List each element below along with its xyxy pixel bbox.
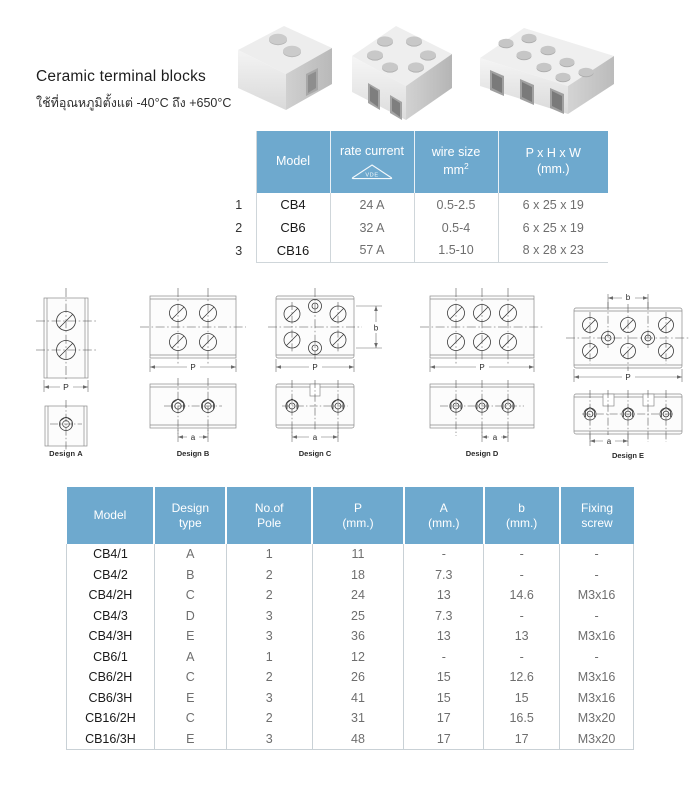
spec-table	[222, 131, 608, 263]
spec-header-wire-size-line2: mm	[443, 163, 465, 178]
spec-header-wire-size-line1: wire size	[431, 145, 481, 160]
dim-header-model-line1: Model	[93, 508, 127, 522]
dim-cell-poles: 2	[226, 585, 312, 606]
dim-cell-design: D	[154, 606, 226, 627]
svg-text:P: P	[479, 363, 485, 372]
dim-cell-design: C	[154, 585, 226, 606]
rownum-header-spacer	[222, 131, 256, 193]
dim-cell-model: CB4/3	[67, 606, 155, 627]
dim-header-b	[484, 487, 560, 544]
spec-header-model: Model	[256, 131, 330, 193]
design-drawings-row	[0, 288, 700, 466]
dim-cell-poles: 3	[226, 729, 312, 750]
dim-cell-p: 41	[312, 688, 404, 709]
svg-text:b: b	[625, 293, 631, 302]
dim-cell-poles: 3	[226, 606, 312, 627]
table-row	[67, 544, 634, 565]
dim-cell-b: -	[484, 606, 560, 627]
dim-cell-p: 18	[312, 565, 404, 586]
dimension-table	[66, 487, 634, 750]
spec-cell-rate-current: 57 A	[330, 239, 414, 262]
dim-header-fixing-screw-line1: Fixing	[581, 500, 614, 515]
dim-cell-poles: 3	[226, 626, 312, 647]
table-row	[67, 688, 634, 709]
spec-header-wire-size-exponent: 2	[464, 160, 469, 171]
spec-row-number: 3	[222, 239, 256, 262]
dim-header-design-type-line2: type	[178, 515, 202, 530]
dim-cell-b: -	[484, 544, 560, 565]
dim-cell-b: 14.6	[484, 585, 560, 606]
product-photo-group	[210, 6, 690, 126]
dim-cell-p: 11	[312, 544, 404, 565]
design-label-e: Design E	[611, 451, 645, 460]
dim-cell-b: -	[484, 565, 560, 586]
dim-header-no-of-pole-line1: No.of	[254, 500, 284, 515]
dim-cell-design: B	[154, 565, 226, 586]
dimension-table-header-row	[67, 487, 634, 544]
spec-table-header-row	[222, 131, 608, 193]
dim-cell-b: 15	[484, 688, 560, 709]
dim-cell-screw: M3x20	[560, 708, 634, 729]
dim-cell-p: 36	[312, 626, 404, 647]
design-label-d: Design D	[465, 449, 499, 458]
dim-cell-a: 7.3	[404, 606, 484, 627]
dim-header-fixing-screw-line2: screw	[581, 515, 613, 530]
svg-text:P: P	[625, 373, 631, 382]
dim-cell-design: A	[154, 647, 226, 668]
design-drawing-d	[412, 288, 560, 458]
spec-cell-rate-current: 24 A	[330, 193, 414, 216]
dim-cell-screw: -	[560, 647, 634, 668]
dim-header-design-type	[154, 487, 226, 544]
dim-cell-screw: -	[560, 544, 634, 565]
dim-header-p-line1: P	[353, 500, 362, 515]
dim-header-fixing-screw	[560, 487, 634, 544]
dim-cell-screw: M3x16	[560, 667, 634, 688]
design-label-c: Design C	[298, 449, 332, 458]
spec-header-dimensions	[498, 131, 608, 193]
dim-cell-model: CB16/3H	[67, 729, 155, 750]
product-photo-ceramic-block-2-hole	[222, 14, 350, 126]
spec-cell-rate-current: 32 A	[330, 216, 414, 239]
dim-cell-model: CB4/2H	[67, 585, 155, 606]
temperature-range-subtitle: ใช้ที่อุณหภูมิตั้งแต่ -40°C ถึง +650°C	[36, 96, 232, 110]
dim-cell-poles: 2	[226, 708, 312, 729]
dimension-table-container	[66, 487, 634, 750]
dim-cell-design: E	[154, 626, 226, 647]
dim-cell-screw: M3x20	[560, 729, 634, 750]
svg-text:P: P	[312, 363, 318, 372]
spec-cell-wire-size: 0.5-4	[414, 216, 498, 239]
dim-cell-p: 24	[312, 585, 404, 606]
spec-cell-model: CB6	[256, 216, 330, 239]
dim-cell-model: CB6/1	[67, 647, 155, 668]
svg-text:b: b	[373, 323, 379, 333]
dim-cell-b: 16.5	[484, 708, 560, 729]
table-row	[222, 193, 608, 216]
spec-cell-wire-size: 1.5-10	[414, 239, 498, 262]
table-row	[67, 708, 634, 729]
dim-cell-design: A	[154, 544, 226, 565]
dim-cell-design: C	[154, 667, 226, 688]
dim-cell-a: 7.3	[404, 565, 484, 586]
dim-cell-model: CB6/3H	[67, 688, 155, 709]
dim-header-model	[67, 487, 155, 544]
svg-text:P: P	[190, 363, 196, 372]
dim-cell-p: 12	[312, 647, 404, 668]
spec-header-dimensions-line1: P x H x W	[525, 146, 581, 161]
dim-cell-a: 15	[404, 667, 484, 688]
design-drawing-e	[562, 288, 694, 460]
table-row	[222, 216, 608, 239]
spec-cell-wire-size: 0.5-2.5	[414, 193, 498, 216]
dim-cell-poles: 1	[226, 544, 312, 565]
dim-cell-a: 17	[404, 729, 484, 750]
design-drawing-b	[128, 288, 258, 458]
dim-cell-poles: 1	[226, 647, 312, 668]
table-row	[67, 667, 634, 688]
dim-header-a-line2: (mm.)	[428, 515, 460, 530]
dim-header-b-line2: (mm.)	[505, 515, 538, 530]
table-row	[67, 585, 634, 606]
dim-cell-model: CB16/2H	[67, 708, 155, 729]
product-photo-ceramic-block-6-hole	[338, 12, 470, 128]
spec-table-container	[222, 131, 608, 263]
dim-header-p-line2: (mm.)	[342, 515, 374, 530]
product-photo-ceramic-block-8-hole	[468, 14, 630, 126]
dim-cell-a: 13	[404, 626, 484, 647]
design-label-b: Design B	[176, 449, 210, 458]
dim-cell-design: C	[154, 708, 226, 729]
dim-header-design-type-line1: Design	[171, 500, 209, 515]
dim-cell-a: 17	[404, 708, 484, 729]
table-row	[222, 239, 608, 262]
table-row	[67, 606, 634, 627]
dim-cell-screw: -	[560, 606, 634, 627]
svg-text:a: a	[190, 433, 196, 442]
spec-header-wire-size	[414, 131, 498, 193]
dim-header-no-of-pole-line2: Pole	[257, 515, 282, 530]
dim-cell-a: 13	[404, 585, 484, 606]
dim-cell-model: CB4/3H	[67, 626, 155, 647]
dim-cell-b: 13	[484, 626, 560, 647]
dim-cell-a: -	[404, 544, 484, 565]
dim-cell-model: CB4/2	[67, 565, 155, 586]
dim-cell-screw: M3x16	[560, 626, 634, 647]
vde-triangle-icon	[350, 163, 394, 180]
dim-cell-model: CB6/2H	[67, 667, 155, 688]
dim-cell-p: 31	[312, 708, 404, 729]
dim-cell-p: 48	[312, 729, 404, 750]
dim-cell-b: 17	[484, 729, 560, 750]
dim-header-b-line1: b	[518, 500, 525, 515]
dim-cell-a: 15	[404, 688, 484, 709]
page-title: Ceramic terminal blocks	[36, 68, 206, 85]
svg-text:a: a	[606, 437, 612, 446]
dim-cell-screw: -	[560, 565, 634, 586]
table-row	[67, 565, 634, 586]
spec-header-rate-current	[330, 131, 414, 193]
dim-cell-screw: M3x16	[560, 688, 634, 709]
dim-cell-b: -	[484, 647, 560, 668]
design-drawing-a	[14, 288, 122, 458]
spec-row-number: 2	[222, 216, 256, 239]
dim-cell-design: E	[154, 729, 226, 750]
svg-text:VDE: VDE	[365, 172, 379, 179]
svg-text:P: P	[63, 382, 69, 392]
table-row	[67, 729, 634, 750]
design-drawing-c	[266, 288, 408, 458]
dim-header-p	[312, 487, 404, 544]
spec-row-number: 1	[222, 193, 256, 216]
spec-header-dimensions-line2: (mm.)	[536, 162, 570, 176]
dim-cell-model: CB4/1	[67, 544, 155, 565]
table-row	[67, 647, 634, 668]
svg-text:a: a	[492, 433, 498, 442]
dim-cell-design: E	[154, 688, 226, 709]
dim-cell-poles: 2	[226, 565, 312, 586]
dim-cell-p: 25	[312, 606, 404, 627]
dim-cell-a: -	[404, 647, 484, 668]
dim-cell-poles: 3	[226, 688, 312, 709]
dim-header-a	[404, 487, 484, 544]
spec-cell-model: CB16	[256, 239, 330, 262]
dim-cell-p: 26	[312, 667, 404, 688]
svg-text:a: a	[312, 433, 318, 442]
dim-cell-poles: 2	[226, 667, 312, 688]
spec-cell-dimensions: 6 x 25 x 19	[522, 220, 584, 235]
dim-header-a-line1: A	[439, 500, 448, 515]
dim-cell-b: 12.6	[484, 667, 560, 688]
dimension-table-body	[67, 544, 634, 749]
spec-header-rate-current-label: rate current	[340, 144, 404, 159]
spec-cell-dimensions: 8 x 28 x 23	[498, 239, 608, 262]
spec-cell-dimensions: 6 x 25 x 19	[522, 197, 584, 212]
design-label-a: Design A	[49, 449, 83, 458]
spec-cell-model: CB4	[256, 193, 330, 216]
dim-header-no-of-pole	[226, 487, 312, 544]
dim-cell-screw: M3x16	[560, 585, 634, 606]
table-row	[67, 626, 634, 647]
